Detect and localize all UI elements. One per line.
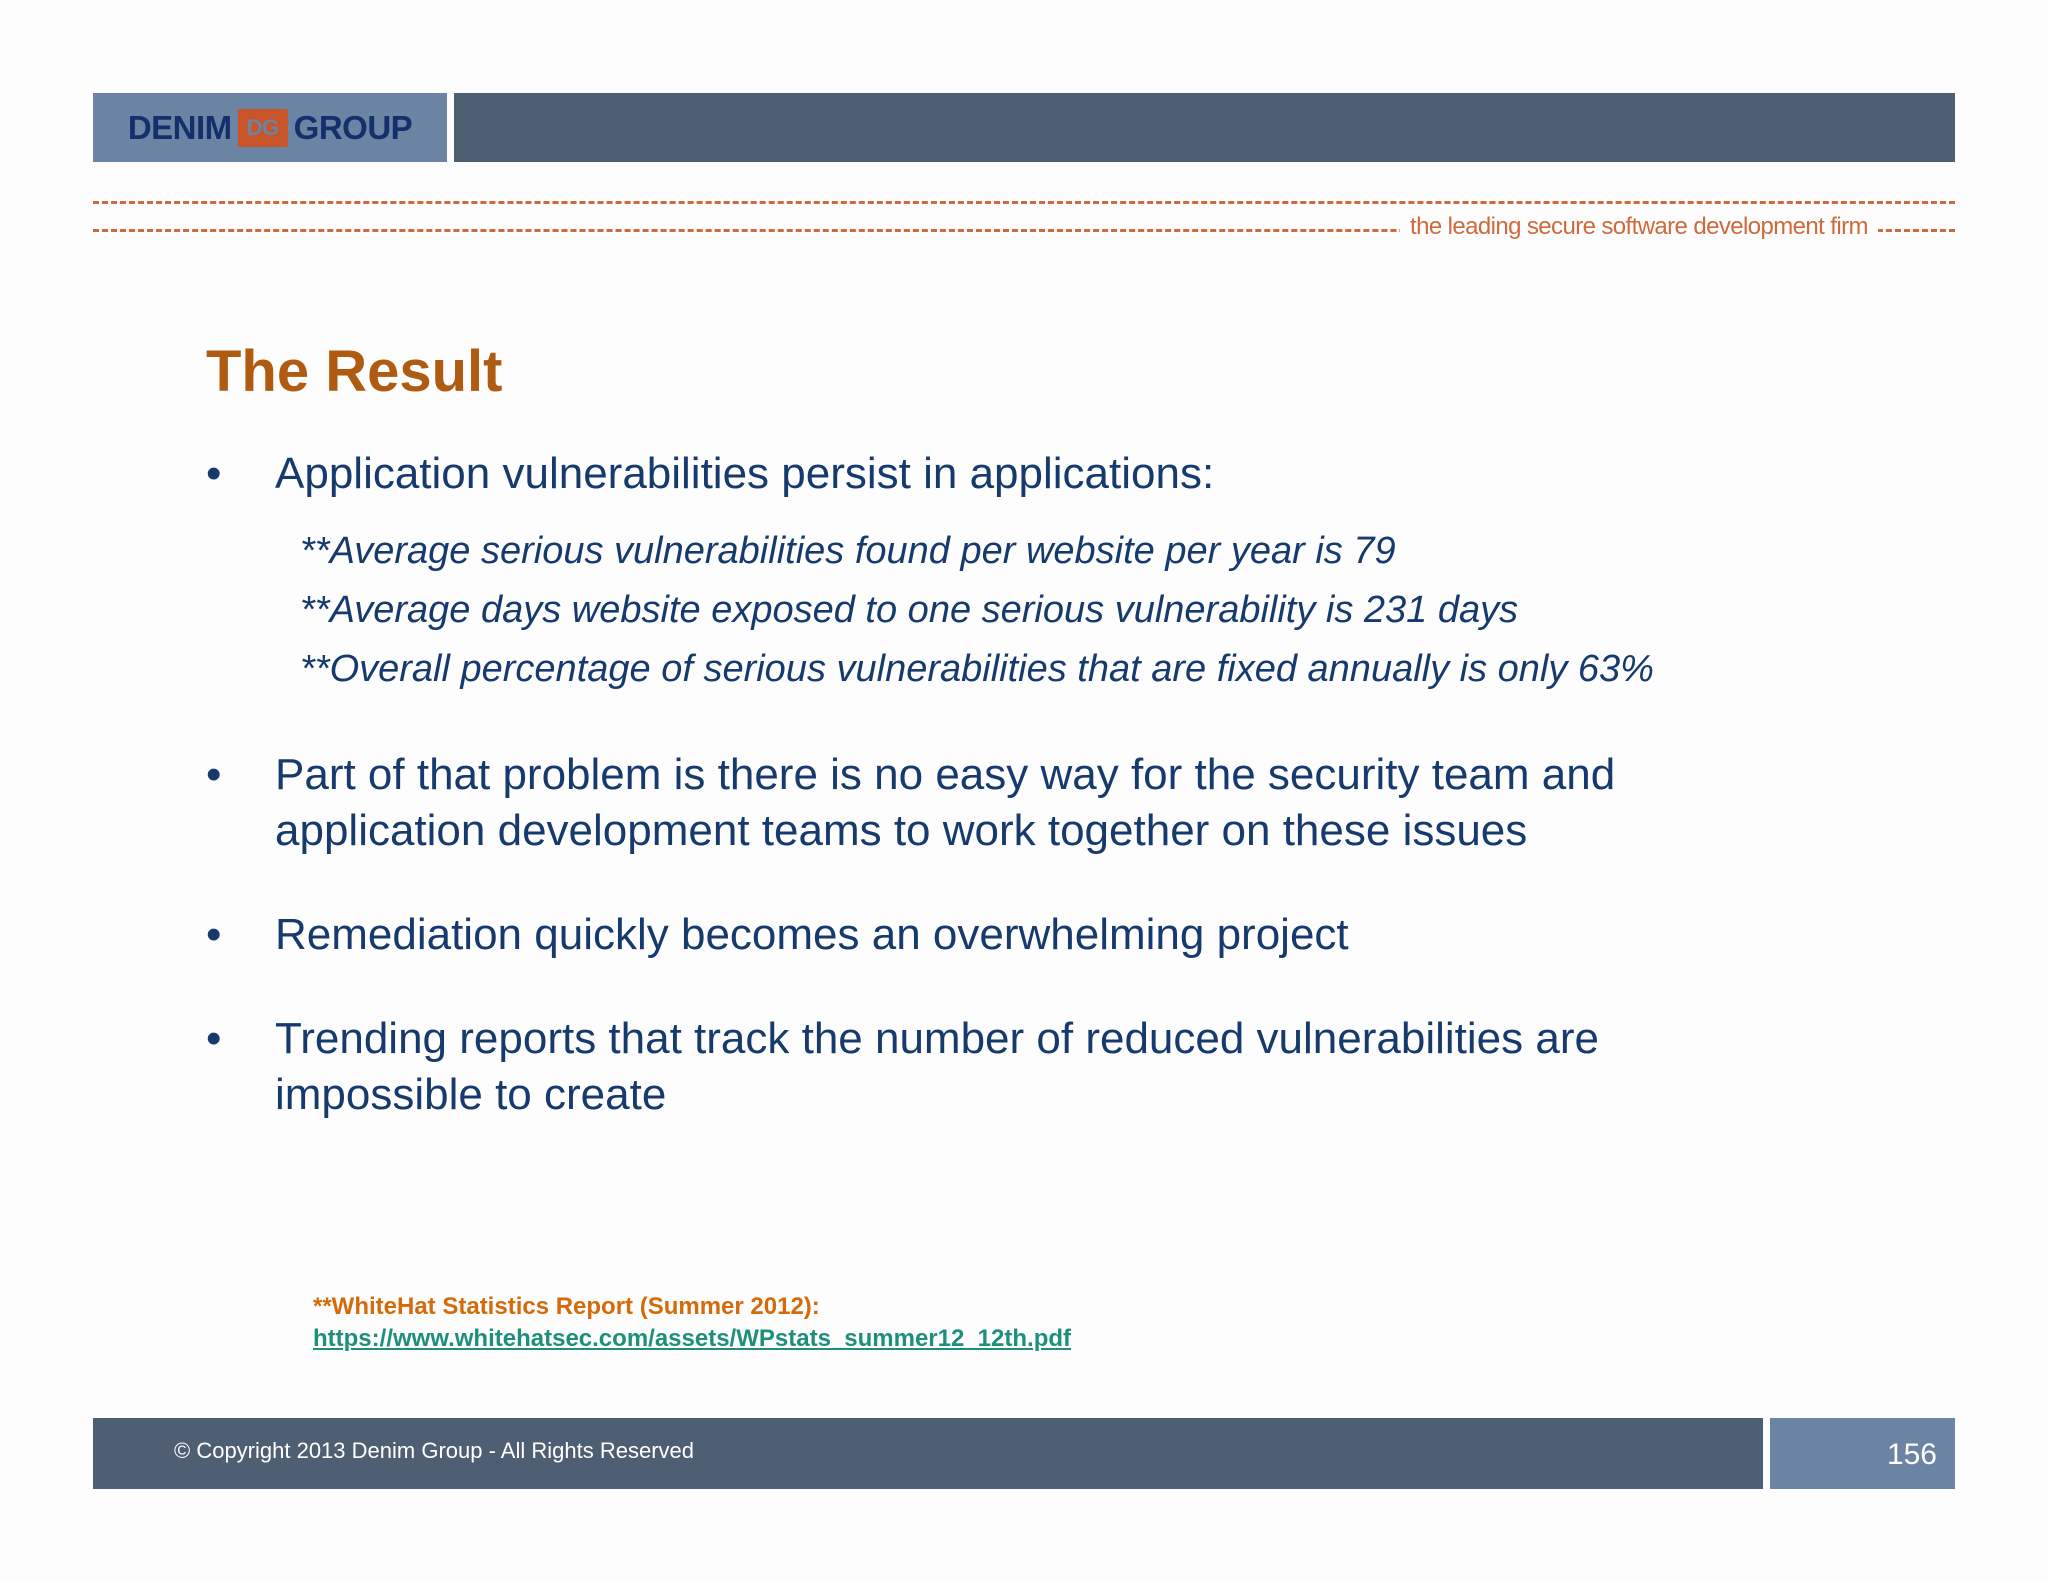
bullet-item — [206, 1011, 1775, 1123]
logo-text-right: GROUP — [293, 108, 413, 146]
top-dashed-divider — [93, 201, 1955, 204]
copyright-text: © Copyright 2013 Denim Group - All Rights Reserved — [174, 1438, 694, 1463]
page-number: 156 — [1886, 1438, 1937, 1471]
header-bar — [454, 93, 1955, 162]
bullet-item — [206, 446, 1775, 502]
bullet-dot-icon: • — [206, 750, 222, 799]
sub-point: **Overall percentage of serious vulnerabilities that are fixed annually is only 63% — [300, 648, 1654, 690]
logo-text-left: DENIM — [127, 108, 232, 146]
bullet-item — [206, 747, 1775, 859]
bullet-dot-icon: • — [206, 1014, 222, 1063]
slide-title: The Result — [206, 339, 503, 404]
page-number-box — [1770, 1418, 1955, 1489]
sub-point: **Average serious vulnerabilities found per website per year is 79 — [300, 530, 1396, 572]
bullet-dot-icon: • — [206, 910, 222, 959]
footnote-source: **WhiteHat Statistics Report (Summer 2012): — [313, 1293, 820, 1320]
logo-mark-icon: DG — [238, 109, 288, 147]
bullet-text: Part of that problem is there is no easy way for the security team and application development teams to work together on these issues — [275, 750, 1616, 855]
bullet-text: Application vulnerabilities persist in applications: — [275, 449, 1215, 498]
bullet-text: Remediation quickly becomes an overwhelming project — [275, 910, 1349, 959]
bullet-text: Trending reports that track the number of reduced vulnerabilities are impossible to create — [275, 1014, 1599, 1119]
denim-group-logo[interactable] — [128, 109, 412, 147]
sub-point: **Average days website exposed to one serious vulnerability is 231 days — [300, 589, 1519, 631]
footnote-link[interactable]: https://www.whitehatsec.com/assets/WPstats_summer12_12th.pdf — [313, 1325, 1072, 1352]
tagline: the leading secure software development firm — [1400, 213, 1878, 241]
logo-box — [93, 93, 447, 162]
bullet-dot-icon: • — [206, 449, 222, 498]
footer-bar — [93, 1418, 1763, 1489]
bullet-item — [206, 907, 1775, 963]
